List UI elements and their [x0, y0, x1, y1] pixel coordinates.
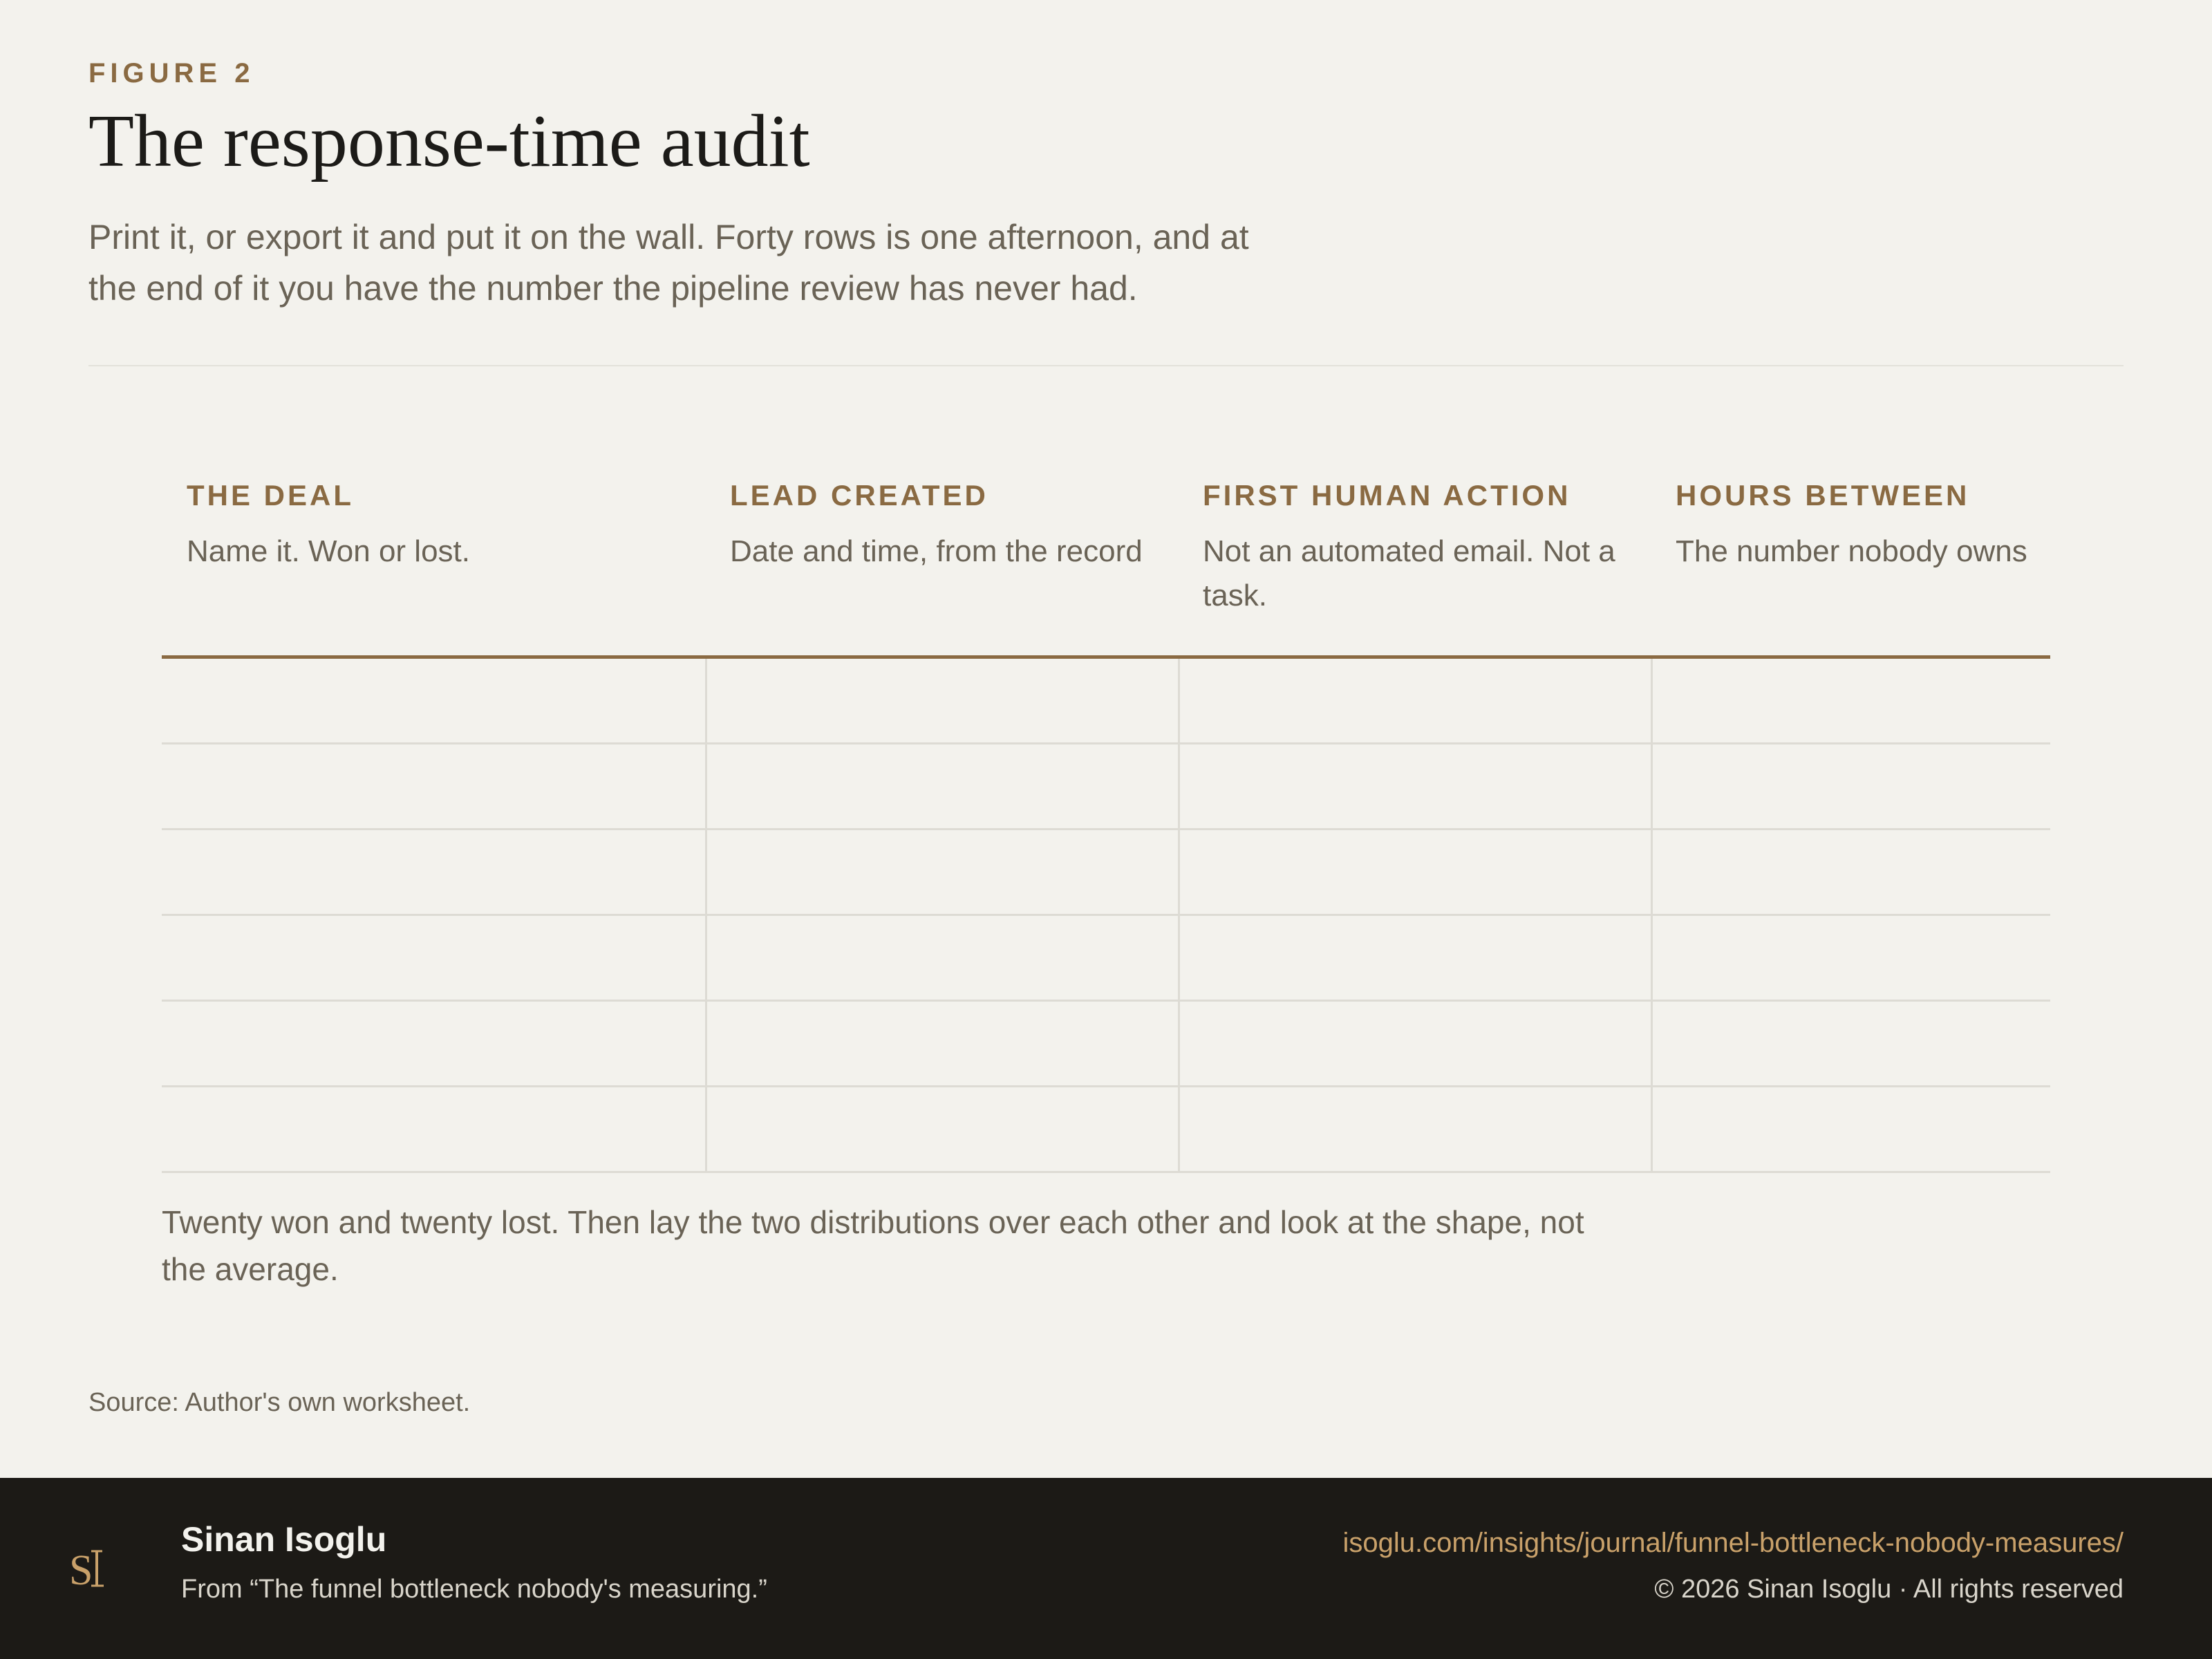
- column-label: THE DEAL: [187, 479, 354, 512]
- table-row: [162, 744, 2050, 830]
- table-row: [162, 1002, 2050, 1087]
- table-cell: [705, 744, 1178, 828]
- table-cell: [705, 659, 1178, 742]
- table-cell: [1651, 744, 2050, 828]
- table-cell: [162, 830, 705, 914]
- page-footer: [0, 1478, 2212, 1659]
- table-footnote: Twenty won and twenty lost. Then lay the two distributions over each other and look at the shape, not the average.: [162, 1204, 1584, 1287]
- si-monogram-icon: [64, 1541, 119, 1597]
- table-cell: [162, 1087, 705, 1171]
- table-cell: [162, 744, 705, 828]
- column-note: Date and time, from the record: [730, 534, 1143, 568]
- table-body: [162, 659, 2050, 1172]
- table-cell: [1178, 916, 1651, 1000]
- table-cell: [705, 916, 1178, 1000]
- lede-paragraph: Print it, or export it and put it on the wall. Forty rows is one afternoon, and at the end of it you have the number the pipeline review has never had.: [88, 218, 1249, 308]
- column-label: LEAD CREATED: [730, 479, 988, 512]
- table-cell: [1178, 1087, 1651, 1171]
- table-cell: [1651, 1087, 2050, 1171]
- table-cell: [1178, 1002, 1651, 1085]
- table-cell: [705, 1087, 1178, 1171]
- table-cell: [1651, 916, 2050, 1000]
- table-row: [162, 916, 2050, 1002]
- table-cell: [1178, 659, 1651, 742]
- table-row: [162, 659, 2050, 744]
- column-note: Not an automated email. Not a task.: [1203, 534, 1615, 612]
- article-link[interactable]: isoglu.com/insights/journal/funnel-bottleneck-nobody-measures/: [1342, 1528, 2124, 1558]
- table-cell: [162, 659, 705, 742]
- table-cell: [1651, 659, 2050, 742]
- author-name: Sinan Isoglu: [181, 1520, 387, 1559]
- column-label: HOURS BETWEEN: [1676, 479, 1970, 512]
- column-header-deal: [162, 473, 705, 655]
- table-cell: [1651, 830, 2050, 914]
- svg-text:S: S: [69, 1547, 93, 1594]
- table-cell: [1651, 1002, 2050, 1085]
- table-cell: [705, 830, 1178, 914]
- copyright-notice: © 2026 Sinan Isoglu · All rights reserved: [1654, 1575, 2124, 1604]
- table-row: [162, 830, 2050, 916]
- figure-label: FIGURE 2: [88, 58, 255, 88]
- table-row: [162, 1087, 2050, 1173]
- source-note: Source: Author's own worksheet.: [88, 1388, 471, 1417]
- table-cell: [162, 916, 705, 1000]
- table-cell: [1178, 830, 1651, 914]
- audit-worksheet-table: [162, 473, 2050, 1172]
- column-note: Name it. Won or lost.: [187, 534, 470, 568]
- column-header-first-human-action: [1178, 473, 1651, 655]
- page-title: The response-time audit: [88, 100, 810, 182]
- header-divider: [88, 365, 2124, 366]
- article-reference: From “The funnel bottleneck nobody's measuring.”: [181, 1575, 767, 1604]
- column-note: The number nobody owns: [1676, 534, 2027, 568]
- table-cell: [705, 1002, 1178, 1085]
- column-label: FIRST HUMAN ACTION: [1203, 479, 1571, 512]
- column-header-hours-between: [1651, 473, 2050, 655]
- column-header-lead-created: [705, 473, 1178, 655]
- table-cell: [162, 1002, 705, 1085]
- table-header: [162, 473, 2050, 655]
- table-cell: [1178, 744, 1651, 828]
